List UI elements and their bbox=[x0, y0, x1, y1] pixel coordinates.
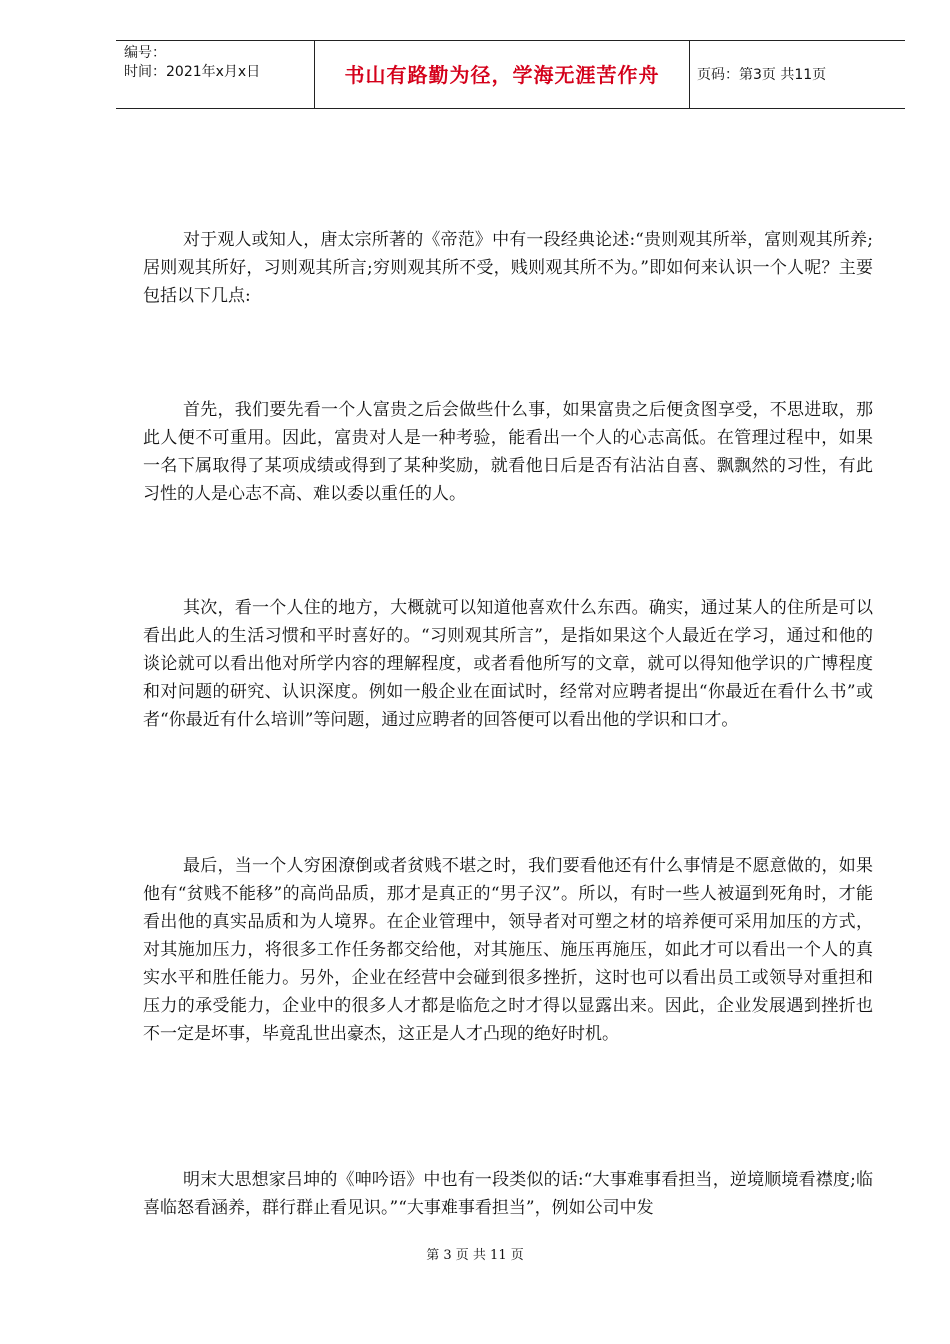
page-footer: 第 3 页 共 11 页 bbox=[426, 1248, 524, 1263]
header-page-cell bbox=[689, 41, 905, 108]
header-motto-cell bbox=[314, 41, 690, 108]
paragraph-1: 对于观人或知人，唐太宗所著的《帝范》中有一段经典论述:“贵则观其所举，富则观其所养;居则观其所好，习则观其所言;穷则观其所不受，贱则观其所不为。”即如何来认识一个人呢？主要包括以下几点: bbox=[143, 230, 873, 306]
paragraph-2: 首先，我们要先看一个人富贵之后会做些什么事，如果富贵之后便贪图享受，不思进取，那此人便不可重用。因此，富贵对人是一种考验，能看出一个人的心志高低。在管理过程中，如果一名下属取得了某项成绩或得到了某种奖励，就看他日后是否有沾沾自喜、飘飘然的习性，有此习性的人是心志不高、难以委以重任的人。 bbox=[143, 400, 873, 504]
header-motto: 书山有路勤为径，学海无涯苦作舟 bbox=[344, 63, 660, 87]
paragraph-4: 最后，当一个人穷困潦倒或者贫贱不堪之时，我们要看他还有什么事情是不愿意做的，如果他有“贫贱不能移”的高尚品质，那才是真正的“男子汉”。所以，有时一些人被逼到死角时，才能看出他的真实品质和为人境界。在企业管理中，领导者对可塑之材的培养便可采用加压的方式，对其施加压力，将很多工作任务都交给他，对其施压、施压再施压，如此才可以看出一个人的真实水平和胜任能力。另外，企业在经营中会碰到很多挫折，这时也可以看出员工或领导对重担和压力的承受能力，企业中的很多人才都是临危之时才得以显露出来。因此，企业发展遇到挫折也不一定是坏事，毕竟乱世出豪杰，这正是人才凸现的绝好时机。 bbox=[143, 856, 873, 1044]
paragraph-3: 其次，看一个人住的地方，大概就可以知道他喜欢什么东西。确实，通过某人的住所是可以看出此人的生活习惯和平时喜好的。“习则观其所言”，是指如果这个人最近在学习，通过和他的谈论就可以看出他对所学内容的理解程度，或者看他所写的文章，就可以得知他学识的广博程度和对问题的研究、认识深度。例如一般企业在面试时，经常对应聘者提出“你最近在看什么书”或者“你最近有什么培训”等问题，通过应聘者的回答便可以看出他的学识和口才。 bbox=[143, 598, 873, 730]
header-page-info: 页码：第3页 共11页 bbox=[697, 67, 827, 83]
paragraph-5: 明末大思想家吕坤的《呻吟语》中也有一段类似的话:“大事难事看担当，逆境顺境看襟度;临喜临怒看涵养，群行群止看见识。”“大事难事看担当”，例如公司中发 bbox=[143, 1170, 873, 1218]
page-header bbox=[116, 40, 905, 109]
document-number: 编号： bbox=[124, 45, 166, 61]
document-time: 时间：2021年x月x日 bbox=[124, 64, 261, 80]
header-meta-cell bbox=[116, 41, 314, 108]
